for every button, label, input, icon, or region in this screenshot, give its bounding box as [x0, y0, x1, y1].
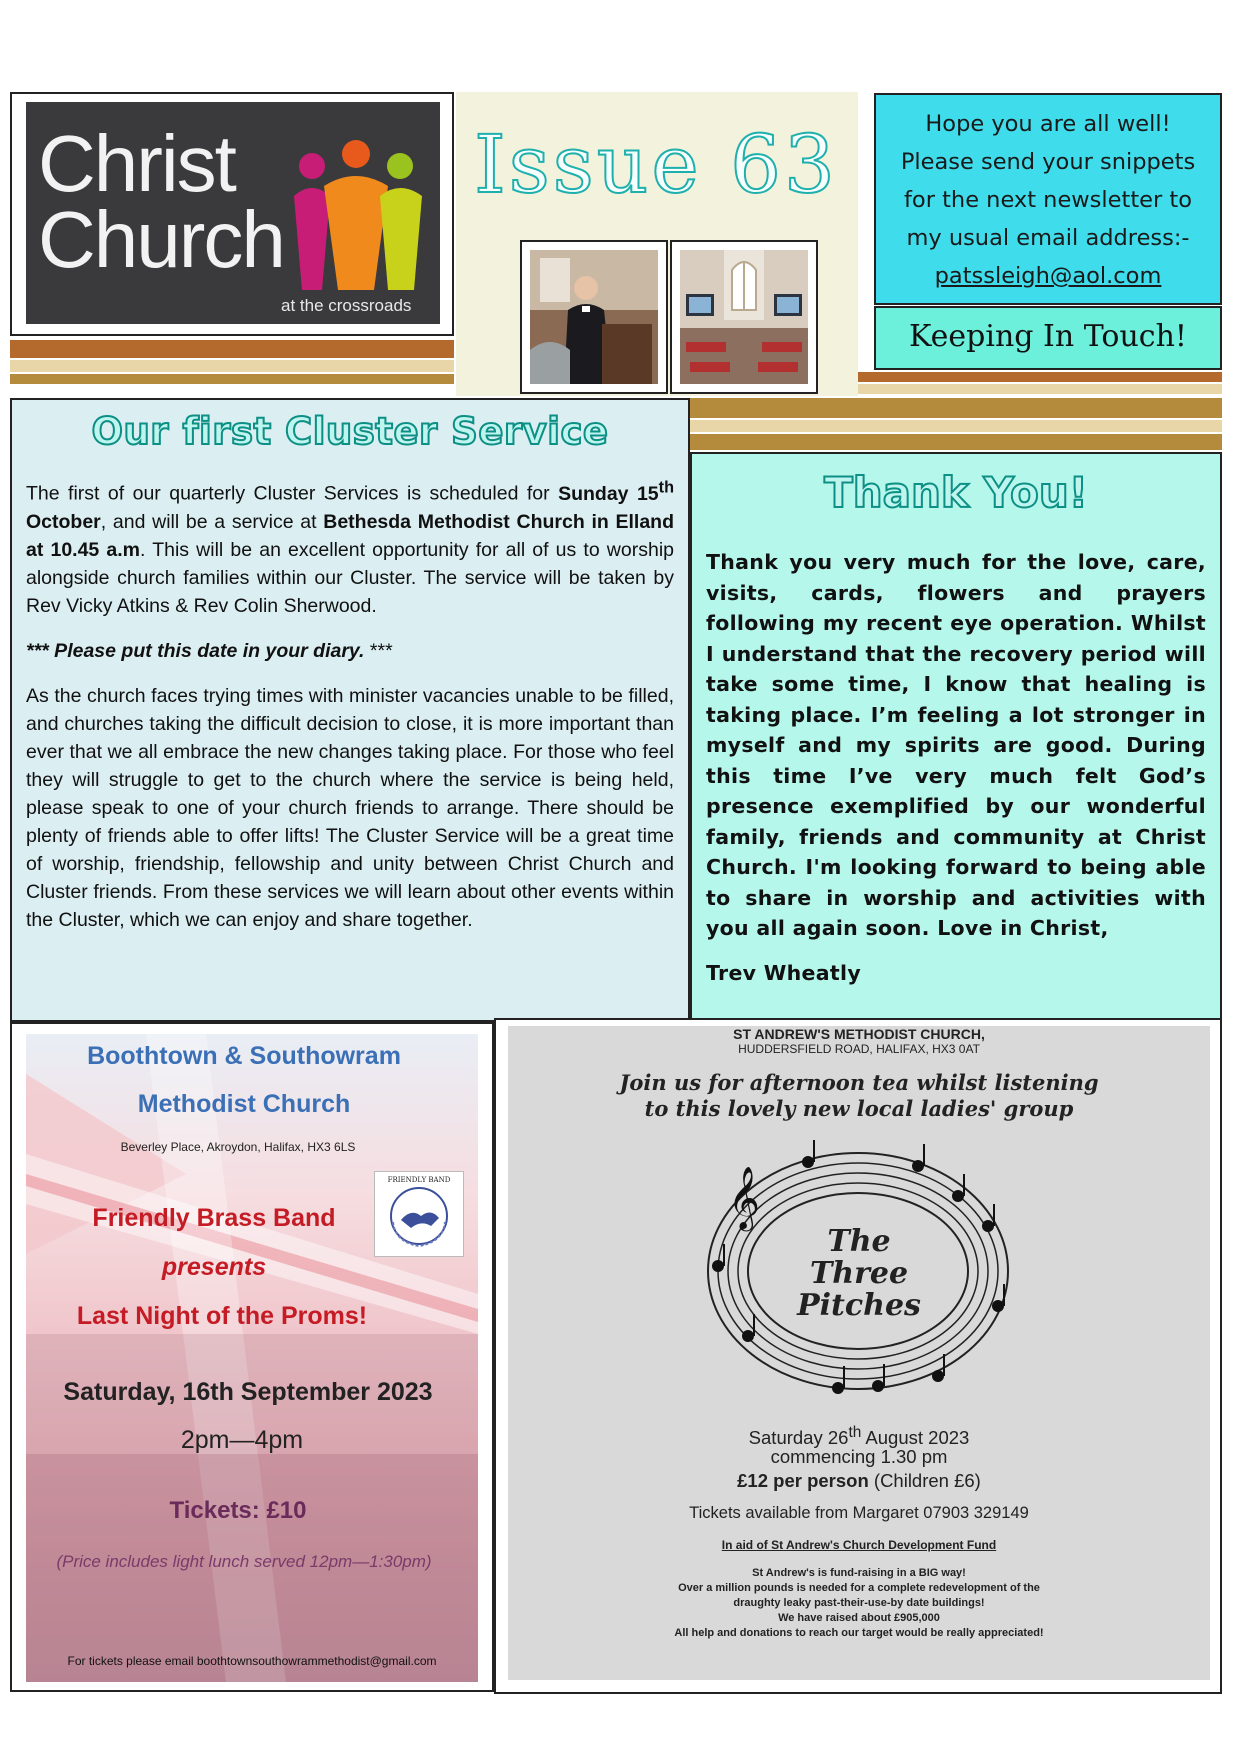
- event-date-suffix: th: [848, 1424, 862, 1441]
- logo-word-church: Church: [38, 195, 284, 284]
- cluster-text: , and will be a service at: [100, 510, 324, 533]
- price-adult: £12 per person: [737, 1470, 869, 1491]
- union-flag-background: [26, 1034, 478, 1682]
- logo-subtitle: at the crossroads: [281, 296, 412, 315]
- invitation-line-2: to this lovely new local ladies' group: [644, 1096, 1074, 1121]
- svg-text:𝄞: 𝄞: [728, 1166, 760, 1229]
- invitation-line-1: Join us for afternoon tea whilst listening: [619, 1070, 1099, 1095]
- cluster-text: . This will be an excellent opportunity for all of us to worship alongside church families within our Cluster. The service will be taken by Rev Vicky Atkins & Rev Colin Sherwood.: [26, 538, 674, 617]
- boothtown-poster: [26, 1034, 478, 1682]
- title-line-2: Three: [809, 1256, 909, 1291]
- poster-church-line-1: Boothtown & Southowram: [87, 1042, 401, 1070]
- minister-photo: [530, 250, 658, 384]
- thank-you-heading: Thank You!: [824, 468, 1088, 517]
- poster-church-line-2: Methodist Church: [137, 1090, 351, 1118]
- poster-address: Beverley Place, Akroydon, Halifax, HX3 6LS: [120, 1140, 356, 1154]
- band-logo-text: FRIENDLY BAND: [387, 1176, 451, 1184]
- contact-box: [874, 93, 1222, 305]
- photo-church-interior-frame: [670, 240, 818, 394]
- contact-line-1: Hope you are all well!: [925, 111, 1171, 137]
- poster-date: Saturday, 16th September 2023: [63, 1378, 433, 1406]
- poster-event-name: Last Night of the Proms!: [76, 1302, 368, 1330]
- contact-email-link[interactable]: patssleigh@aol.com: [934, 263, 1162, 289]
- price-children: (Children £6): [868, 1470, 981, 1491]
- poster-time: 2pm—4pm: [180, 1426, 304, 1454]
- poster-church-address: HUDDERSFIELD ROAD, HALIFAX, HX3 0AT: [738, 1042, 980, 1056]
- thank-you-signature: Trev Wheatly: [706, 960, 861, 985]
- poster-invitation: [508, 1070, 1210, 1122]
- poster-commencing: commencing 1.30 pm: [770, 1446, 948, 1467]
- thank-you-body: Thank you very much for the love, care, visits, cards, flowers and prayers following my recent eye operation. Whilst I understand that the recovery period will take some time, I know that healing is taking place. I’m feeling a lot stronger in myself and my spirits are good. During this time I’ve very much felt God’s presence exemplified by our wonderful family, friends and community at Christ Church. I'm looking forward to being able to share in worship and activities with you all again soon. Love in Christ,: [706, 550, 1206, 940]
- cluster-date-month: October: [26, 510, 101, 533]
- poster-in-aid-of: In aid of St Andrew's Church Development Fund: [721, 1538, 997, 1552]
- diary-note-text: *** Please put this date in your diary.: [26, 639, 365, 662]
- poster-church-name: ST ANDREW'S METHODIST CHURCH,: [733, 1026, 985, 1042]
- diary-note-stars: ***: [364, 639, 393, 662]
- church-interior-photo: [680, 250, 808, 384]
- poster-email-line: For tickets please email boothtownsouthowrammethodist@gmail.com: [67, 1654, 437, 1668]
- poster-presents: presents: [161, 1253, 267, 1281]
- contact-line-3: for the next newsletter to: [904, 187, 1192, 213]
- three-pitches-poster: [508, 1026, 1210, 1680]
- fundraising-line: We have raised about £905,000: [778, 1612, 940, 1624]
- decorative-stripe: [858, 372, 1222, 382]
- fundraising-line: draughty leaky past-their-use-by date buildings!: [733, 1597, 985, 1609]
- people-figures-icon: [288, 140, 438, 290]
- poster-price-note: (Price includes light lunch served 12pm—1:30pm): [56, 1552, 432, 1571]
- contact-line-2: Please send your snippets: [900, 149, 1196, 175]
- event-date-month: August 2023: [861, 1427, 970, 1449]
- decorative-stripe: [10, 360, 454, 372]
- cluster-paragraph-3: As the church faces trying times with minister vacancies unable to be filled, and churches taking the difficult decision to close, it is more important than ever that we all embrace the new changes taking place. For those who feel they will struggle to get to the church where the service is being held, please speak to one of your church friends to arrange. There should be plenty of friends able to offer lifts! The Cluster Service will be a great time of worship, friendship, fellowship and unity between Christ Church and Cluster friends. From these services we will learn about other events within the Cluster, which we can enjoy and share together.: [26, 684, 674, 931]
- fundraising-line: All help and donations to reach our target would be really appreciated!: [674, 1627, 1044, 1639]
- poster-price: [508, 1470, 1210, 1492]
- title-line-3: Pitches: [797, 1288, 921, 1323]
- fundraising-line: St Andrew's is fund-raising in a BIG way!: [752, 1567, 966, 1579]
- title-line-1: The: [827, 1224, 891, 1259]
- decorative-stripe: [10, 340, 454, 358]
- decorative-stripe: [690, 434, 1222, 450]
- cluster-service-article: [10, 398, 690, 1022]
- event-date-day: Saturday 26: [748, 1427, 849, 1449]
- contact-line-4: my usual email address:-: [906, 225, 1190, 251]
- decorative-stripe: [858, 384, 1222, 394]
- decorative-stripe: [10, 374, 454, 384]
- poster-band-name: Friendly Brass Band: [92, 1204, 336, 1232]
- cluster-date-suffix: th: [658, 478, 674, 496]
- issue-title: Issue 63: [474, 118, 838, 211]
- poster-fundraising-text: [508, 1566, 1210, 1641]
- cluster-diary-note: [26, 637, 674, 665]
- fundraising-line: Over a million pounds is needed for a complete redevelopment of the: [678, 1582, 1040, 1594]
- decorative-stripe: [690, 398, 1222, 418]
- cluster-venue: Bethesda Methodist Church in Elland at 10.45 a.m: [26, 510, 674, 561]
- thank-you-article: [690, 452, 1222, 1022]
- poster-tickets: Tickets: £10: [169, 1497, 307, 1524]
- cluster-heading: Our first Cluster Service: [91, 410, 609, 453]
- poster-group-title: [508, 1226, 1210, 1322]
- cluster-date-day: Sunday 15: [558, 482, 659, 505]
- photo-minister-frame: [520, 240, 668, 394]
- decorative-stripe: [690, 420, 1222, 432]
- keeping-in-touch-banner: Keeping In Touch!: [874, 306, 1222, 370]
- cluster-paragraph-1: [26, 473, 674, 620]
- logo-word-christ: Christ: [38, 119, 235, 208]
- cluster-text: The first of our quarterly Cluster Services is scheduled for: [26, 482, 559, 505]
- poster-ticket-contact: Tickets available from Margaret 07903 329149: [689, 1504, 1029, 1522]
- church-logo: [26, 102, 440, 324]
